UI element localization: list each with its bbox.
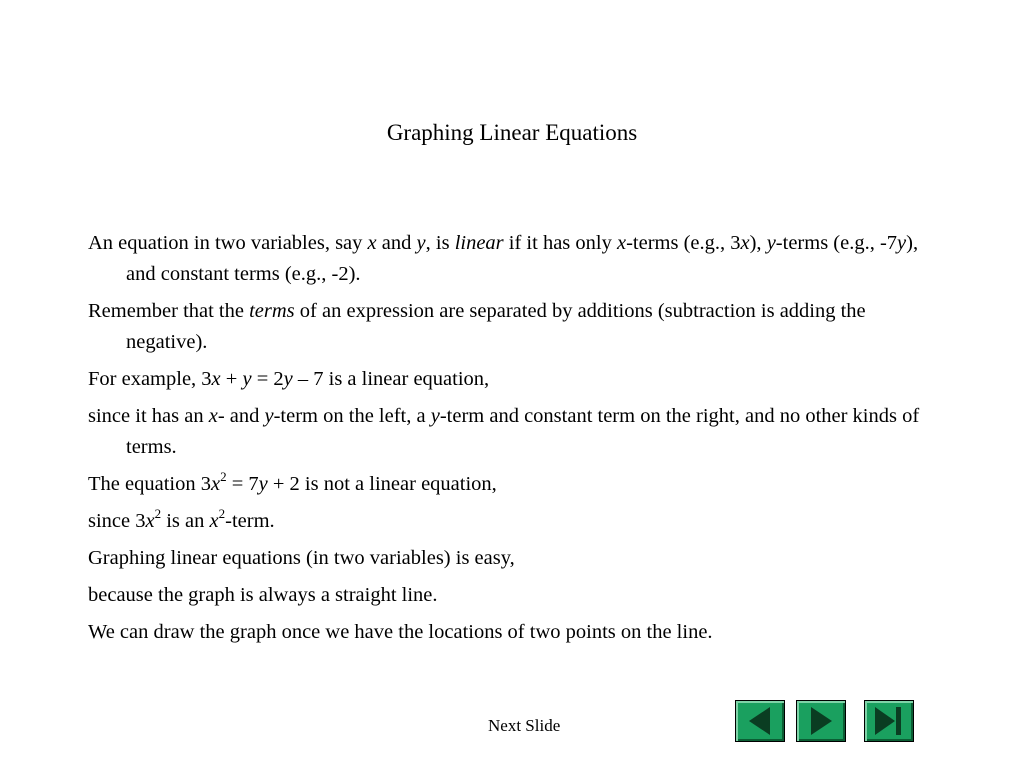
text-run: ), and constant terms (e.g., -2). — [126, 232, 919, 285]
text-run: is an — [161, 510, 210, 532]
text-run: if it has only — [503, 232, 617, 254]
italic-text: x — [616, 232, 627, 254]
text-run: Remember that the — [88, 300, 250, 322]
superscript: 2 — [218, 506, 226, 522]
superscript: 2 — [154, 506, 162, 522]
text-run: = 2 — [251, 368, 284, 390]
text-run: and — [376, 232, 417, 254]
text-run: – 7 is a linear equation, — [292, 368, 490, 390]
text-run: , is — [425, 232, 455, 254]
paragraph — [88, 364, 938, 395]
italic-text: y — [766, 232, 776, 254]
slide-body — [88, 228, 938, 654]
text-run: = 7 — [226, 473, 259, 495]
superscript: 2 — [220, 469, 227, 485]
slide-title: Graphing Linear Equations — [386, 120, 638, 145]
text-run: Graphing linear equations (in two variables) is easy, — [88, 547, 515, 569]
paragraph — [88, 543, 938, 574]
paragraph — [88, 506, 938, 537]
text-run: ), — [749, 232, 767, 254]
italic-text: linear — [454, 232, 504, 254]
text-run: + 2 is not a linear equation, — [267, 473, 497, 495]
paragraph — [88, 580, 938, 611]
italic-text: y — [242, 368, 252, 390]
text-run: since 3 — [88, 510, 146, 532]
text-run: We can draw the graph once we have the locations of two points on the line. — [88, 621, 713, 643]
text-run: -term. — [225, 510, 275, 532]
paragraph — [88, 296, 938, 358]
italic-text: x — [209, 510, 219, 532]
italic-text: y — [264, 405, 274, 427]
italic-text: y — [897, 232, 907, 254]
text-run: - and — [217, 405, 265, 427]
text-run: -term and constant term on the right, and no other kinds of terms. — [126, 405, 920, 458]
italic-text: y — [283, 368, 293, 390]
paragraph — [88, 401, 938, 463]
text-run: For example, 3 — [88, 368, 212, 390]
triangle-right-icon — [797, 701, 845, 741]
italic-text: x — [211, 368, 221, 390]
text-run: The equation 3 — [88, 473, 211, 495]
text-run: An equation in two variables, say — [88, 232, 368, 254]
text-run: because the graph is always a straight line. — [88, 584, 438, 606]
text-run: -term on the left, a — [273, 405, 431, 427]
italic-text: y — [416, 232, 426, 254]
paragraph — [88, 617, 938, 648]
italic-text: x — [740, 232, 750, 254]
italic-text: x — [208, 405, 218, 427]
text-run: since it has an — [88, 405, 209, 427]
italic-text: x — [145, 510, 155, 532]
last-slide-button[interactable] — [864, 700, 914, 742]
italic-text: y — [258, 473, 268, 495]
italic-text: x — [210, 473, 221, 495]
triangle-left-icon — [736, 701, 784, 741]
paragraph — [88, 469, 938, 500]
italic-text: x — [367, 232, 377, 254]
text-run: -terms (e.g., -7 — [775, 232, 898, 254]
previous-slide-button[interactable] — [735, 700, 785, 742]
skip-to-end-icon — [865, 701, 913, 741]
italic-text: y — [430, 405, 440, 427]
italic-text: terms — [249, 300, 295, 322]
next-slide-link[interactable]: Next Slide — [488, 716, 561, 735]
next-slide-button[interactable] — [796, 700, 846, 742]
text-run: of an expression are separated by additions (subtraction is adding the negative). — [126, 300, 866, 353]
text-run: -terms (e.g., 3 — [626, 232, 741, 254]
text-run: + — [220, 368, 243, 390]
paragraph — [88, 228, 938, 290]
